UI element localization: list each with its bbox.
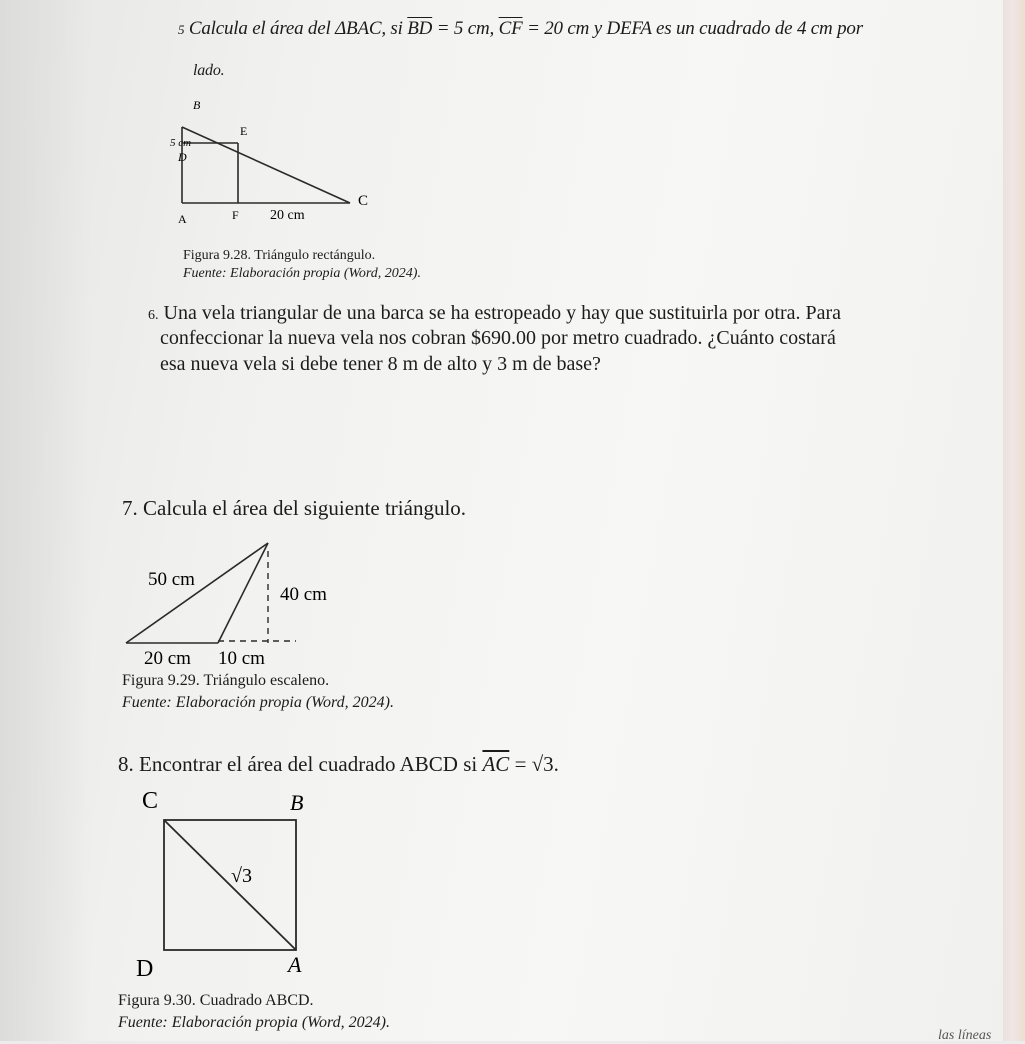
q5-number: 5	[178, 22, 185, 37]
label-f: F	[232, 208, 239, 222]
page-shadow	[0, 0, 90, 1041]
q8-statement	[118, 752, 559, 777]
q7-statement	[122, 496, 466, 521]
q5-cf: $\overline{CF}$	[498, 18, 523, 39]
side-inner	[218, 543, 268, 643]
q5-statement	[178, 18, 863, 40]
label-10cm: 10 cm	[218, 648, 265, 669]
q5-text-a: Calcula el área del ΔBAC, si	[188, 18, 408, 39]
q6-number: 6.	[148, 308, 159, 323]
q8-text-b: = √3.	[509, 752, 559, 776]
q5-figure	[160, 95, 390, 235]
label-e: E	[240, 124, 248, 138]
side-50	[126, 543, 268, 643]
label-b: B	[193, 98, 201, 112]
label-40cm: 40 cm	[280, 584, 327, 605]
q7-caption: Figura 9.29. Triángulo escaleno.	[122, 672, 330, 689]
label-a: A	[288, 952, 302, 977]
label-a: A	[178, 212, 187, 226]
label-sqrt3: √3	[231, 865, 252, 887]
q6-line3: esa nueva vela si debe tener 8 m de alto y 3 m de base?	[160, 353, 601, 375]
diagonal-ac	[164, 820, 296, 950]
label-d: D	[178, 150, 187, 164]
q8-caption: Figura 9.30. Cuadrado ABCD.	[118, 992, 314, 1009]
q7-number: 7.	[122, 496, 138, 520]
label-50cm: 50 cm	[148, 569, 195, 590]
footer-fragment: las líneas	[938, 1028, 992, 1043]
q5-text-mid2: = 20 cm y DEFA es un cuadrado de 4 cm por	[522, 18, 863, 39]
q8-number: 8.	[118, 752, 134, 776]
q5-bd: $\overline{BD}$	[407, 18, 433, 39]
q7-text: Calcula el área del siguiente triángulo.	[143, 496, 467, 520]
q6-line1	[148, 302, 841, 327]
q8-text-a: Encontrar el área del cuadrado ABCD si	[139, 752, 483, 776]
label-c: C	[358, 193, 369, 209]
page-edge	[1003, 0, 1025, 1041]
q7-source: Fuente: Elaboración propia (Word, 2024).	[122, 694, 394, 711]
label-5cm: 5 cm	[170, 137, 192, 149]
q6-text-line1: Una vela triangular de una barca se ha estropeado y hay que sustituirla por otra. Para	[163, 302, 842, 324]
side-bc	[182, 127, 350, 203]
q6-line2: confeccionar la nueva vela nos cobran $690.00 por metro cuadrado. ¿Cuánto costará	[160, 327, 836, 349]
label-c: C	[142, 788, 159, 814]
label-20cm: 20 cm	[144, 648, 191, 669]
label-d: D	[136, 956, 154, 982]
label-b: B	[290, 790, 304, 815]
q5-line2: lado.	[193, 62, 225, 79]
q8-ac: $\overline{AC}$	[482, 752, 510, 776]
q5-source: Fuente: Elaboración propia (Word, 2024).	[183, 266, 421, 281]
label-20cm: 20 cm	[270, 208, 305, 223]
q5-text-mid1: = 5 cm,	[432, 18, 499, 39]
q8-source: Fuente: Elaboración propia (Word, 2024).	[118, 1014, 390, 1031]
q5-caption: Figura 9.28. Triángulo rectángulo.	[183, 248, 376, 263]
q7-figure	[118, 535, 368, 675]
q8-figure	[128, 780, 328, 990]
